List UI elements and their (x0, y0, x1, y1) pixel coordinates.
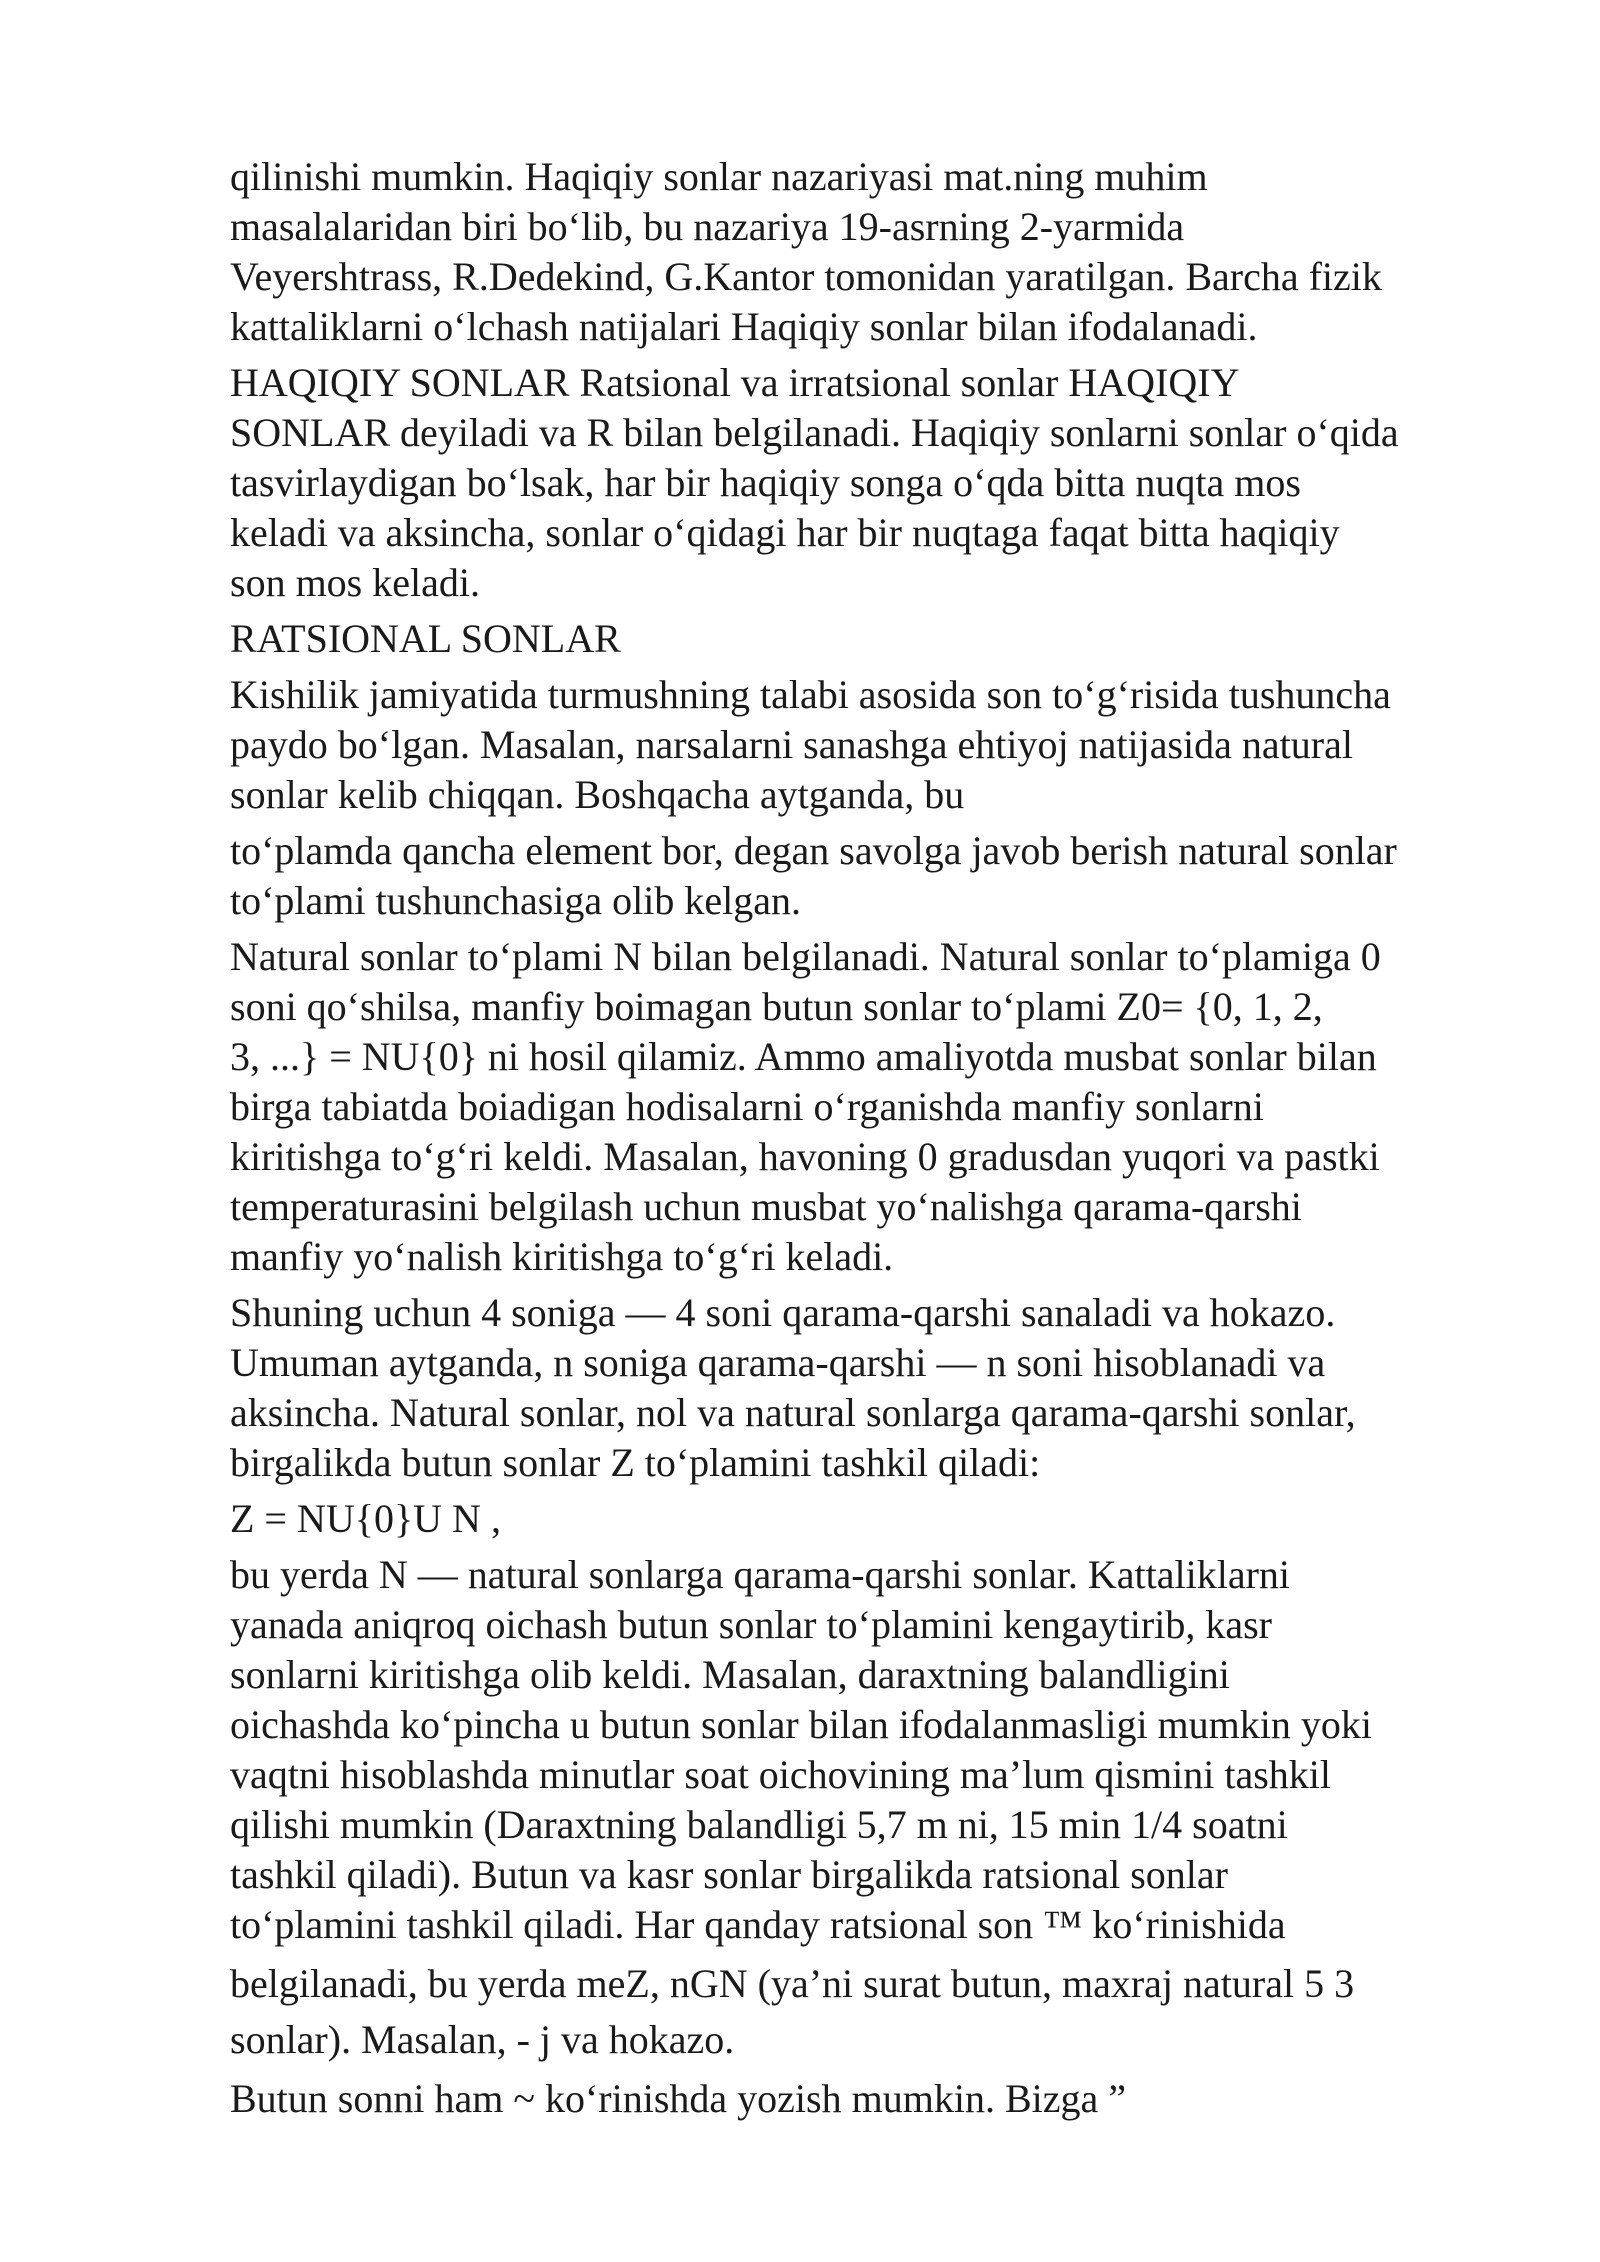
text-line: masalalaridan biri bo‘lib, bu nazariya 19-asrning 2-yarmida (230, 204, 1185, 249)
text-line: Butun sonni ham ~ ko‘rinishda yozish mumkin. Bizga ” (230, 2076, 1126, 2121)
text-line: birgalikda butun sonlar Z to‘plamini tashkil qiladi: (230, 1440, 1041, 1485)
text-line: sonlar kelib chiqqan. Boshqacha aytganda, bu (230, 772, 965, 817)
text-line: qilishi mumkin (Daraxtning balandligi 5,7 m ni, 15 min 1/4 soatni (230, 1802, 1288, 1847)
paragraph (230, 614, 1500, 664)
text-line: manfiy yo‘nalish kiritishga to‘g‘ri keladi. (230, 1234, 894, 1279)
text-line: to‘plamini tashkil qiladi. Har qanday ratsional son ™ ko‘rinishida (230, 1902, 1286, 1947)
text-line: yanada aniqroq oichash butun sonlar to‘plamini kengaytirib, kasr (230, 1602, 1272, 1647)
text-line: vaqtni hisoblashda minutlar soat oichovining ma’lum qismini tashkil (230, 1752, 1331, 1797)
text-line: SONLAR deyiladi va R bilan belgilanadi. Haqiqiy sonlarni sonlar o‘qida (230, 410, 1399, 455)
paragraph (230, 1494, 1500, 1544)
text-line: kattaliklarni o‘lchash natijalari Haqiqiy sonlar bilan ifodalanadi. (230, 304, 1258, 349)
paragraph (230, 152, 1500, 352)
text-line: temperaturasini belgilash uchun musbat yo‘nalishga qarama-qarshi (230, 1184, 1302, 1229)
text-line: Kishilik jamiyatida turmushning talabi asosida son to‘g‘risida tushuncha (230, 672, 1391, 717)
text-line: keladi va aksincha, sonlar o‘qidagi har bir nuqtaga faqat bitta haqiqiy (230, 510, 1340, 555)
text-line: Natural sonlar to‘plami N bilan belgilanadi. Natural sonlar to‘plamiga 0 (230, 934, 1381, 979)
text-line: sonlar). Masalan, - j va hokazo. (230, 2017, 735, 2062)
text-line: Umuman aytganda, n soniga qarama-qarshi — n soni hisoblanadi va (230, 1340, 1326, 1385)
text-line: tasvirlaydigan bo‘lsak, har bir haqiqiy songa o‘qda bitta nuqta mos (230, 460, 1301, 505)
text-line: birga tabiatda boiadigan hodisalarni o‘rganishda manfiy sonlarni (230, 1084, 1264, 1129)
paragraph (230, 2074, 1500, 2124)
text-line: tashkil qiladi). Butun va kasr sonlar birgalikda ratsional sonlar (230, 1852, 1228, 1897)
text-line: soni qo‘shilsa, manfiy boimagan butun sonlar to‘plami Z0= {0, 1, 2, (230, 984, 1323, 1029)
paragraph (230, 1956, 1500, 2068)
text-line: qilinishi mumkin. Haqiqiy sonlar nazariyasi mat.ning muhim (230, 154, 1208, 199)
paragraph (230, 1288, 1500, 1488)
text-line: paydo bo‘lgan. Masalan, narsalarni sanashga ehtiyoj natijasida natural (230, 722, 1353, 767)
text-line: sonlarni kiritishga olib keldi. Masalan, daraxtning balandligini (230, 1652, 1230, 1697)
text-line: kiritishga to‘g‘ri keldi. Masalan, havoning 0 gradusdan yuqori va pastki (230, 1134, 1380, 1179)
text-line: son mos keladi. (230, 560, 480, 605)
paragraph (230, 932, 1500, 1282)
text-line: 3, ...} = NU{0} ni hosil qilamiz. Ammo amaliyotda musbat sonlar bilan (230, 1034, 1377, 1079)
paragraph (230, 358, 1500, 608)
paragraph (230, 826, 1500, 926)
paragraph (230, 1550, 1500, 1950)
text-line: to‘plamda qancha element bor, degan savolga javob berish natural sonlar (230, 828, 1397, 873)
text-line: oichashda ko‘pincha u butun sonlar bilan ifodalanmasligi mumkin yoki (230, 1702, 1373, 1747)
text-line: belgilanadi, bu yerda meZ, nGN (ya’ni surat butun, maxraj natural 5 3 (230, 1961, 1355, 2006)
text-line: RATSIONAL SONLAR (230, 616, 621, 661)
paragraph (230, 670, 1500, 820)
document-body (230, 152, 1500, 2130)
text-line: Shuning uchun 4 soniga — 4 soni qarama-qarshi sanaladi va hokazo. (230, 1290, 1336, 1335)
text-line: bu yerda N — natural sonlarga qarama-qarshi sonlar. Kattaliklarni (230, 1552, 1291, 1597)
text-line: HAQIQIY SONLAR Ratsional va irratsional sonlar HAQIQIY (230, 360, 1240, 405)
text-line: Z = NU{0}U N , (230, 1496, 501, 1541)
text-line: Veyershtrass, R.Dedekind, G.Kantor tomonidan yaratilgan. Barcha fizik (230, 254, 1382, 299)
text-line: aksincha. Natural sonlar, nol va natural sonlarga qarama-qarshi sonlar, (230, 1390, 1356, 1435)
text-line: to‘plami tushunchasiga olib kelgan. (230, 878, 801, 923)
